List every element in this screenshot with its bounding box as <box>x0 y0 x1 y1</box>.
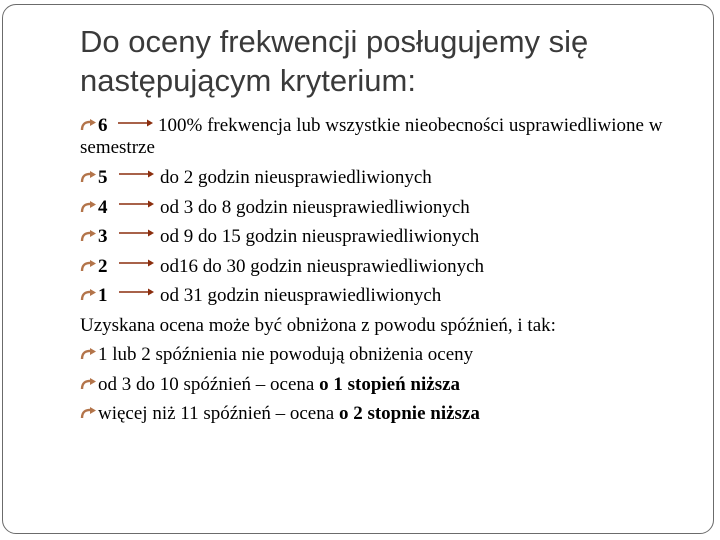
lateness-text: 1 lub 2 spóźnienia nie powodują obniżenia oceny <box>98 344 474 365</box>
grade-label: 5 <box>98 167 108 188</box>
criterion-text: od 3 do 8 godzin nieusprawiedliwionych <box>160 196 470 218</box>
criterion-text: od 31 godzin nieusprawiedliwionych <box>160 285 442 306</box>
criterion-text: 100% frekwencja lub wszystkie nieobecności usprawiedliwione w semestrze <box>80 115 663 158</box>
curved-arrow-bullet-icon <box>80 288 98 302</box>
lateness-item <box>80 399 705 429</box>
criterion-6 <box>80 112 705 159</box>
lateness-text: od 3 do 10 spóźnień – ocena <box>98 373 320 395</box>
right-arrow-icon <box>116 286 156 298</box>
curved-arrow-bullet-icon <box>80 259 98 273</box>
criterion-text: od16 do 30 godzin nieusprawiedliwionych <box>160 255 485 277</box>
grade-label: 1 <box>98 285 108 306</box>
criterion-4 <box>80 193 705 223</box>
lateness-intro-text: Uzyskana ocena może być obniżona z powodu spóźnień, i tak: <box>80 314 556 336</box>
criterion-2 <box>80 252 705 282</box>
curved-arrow-bullet-icon <box>80 377 98 391</box>
criterion-5 <box>80 163 705 193</box>
grade-label: 2 <box>98 255 108 277</box>
criterion-text: od 9 do 15 godzin nieusprawiedliwionych <box>160 226 480 247</box>
right-arrow-icon <box>116 198 156 210</box>
lateness-intro <box>80 311 705 341</box>
grade-label: 3 <box>98 226 108 247</box>
curved-arrow-bullet-icon <box>80 200 98 214</box>
right-arrow-icon <box>116 116 154 128</box>
curved-arrow-bullet-icon <box>80 406 98 420</box>
grade-label: 6 <box>98 115 108 136</box>
right-arrow-icon <box>116 227 156 239</box>
right-arrow-icon <box>116 257 156 269</box>
lateness-item <box>80 340 705 370</box>
lateness-penalty: o 2 stopnie niższa <box>338 403 480 424</box>
lateness-penalty: o 1 stopień niższa <box>319 373 461 395</box>
criterion-1 <box>80 281 705 311</box>
criterion-3 <box>80 222 705 252</box>
curved-arrow-bullet-icon <box>80 118 98 132</box>
slide-title: Do oceny frekwencji posługujemy się następującym kryterium: <box>80 24 589 98</box>
curved-arrow-bullet-icon <box>80 170 98 184</box>
slide-content <box>80 115 705 429</box>
curved-arrow-bullet-icon <box>80 347 98 361</box>
lateness-text: więcej niż 11 spóźnień – ocena <box>98 403 339 424</box>
lateness-item <box>80 370 705 400</box>
right-arrow-icon <box>116 168 156 180</box>
grade-label: 4 <box>98 196 108 218</box>
curved-arrow-bullet-icon <box>80 229 98 243</box>
criterion-text: do 2 godzin nieusprawiedliwionych <box>160 167 432 188</box>
